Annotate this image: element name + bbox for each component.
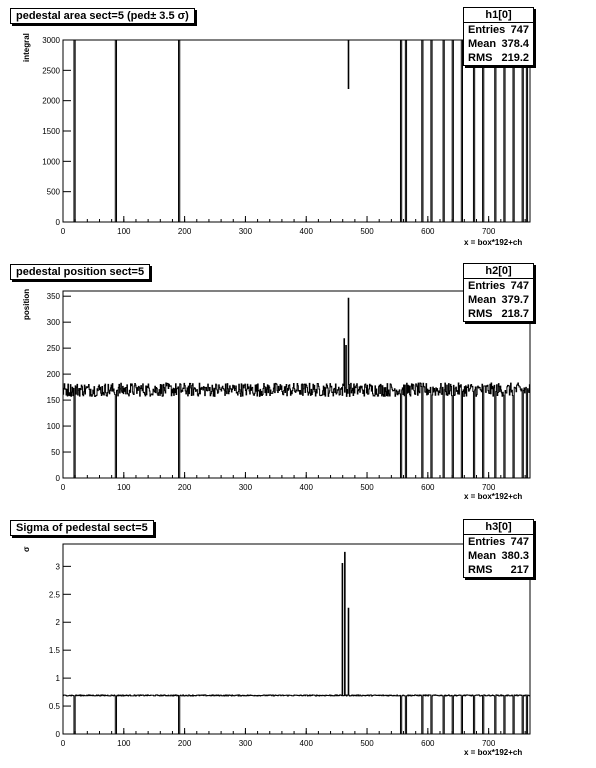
chart-title-position: pedestal position sect=5 <box>10 264 150 280</box>
y-axis-label-sigma: σ <box>22 546 31 552</box>
stats-mean-label: Mean <box>468 38 497 50</box>
x-axis-label-position: x = box*192+ch <box>464 492 523 501</box>
stats-rms-value: 217 <box>510 564 529 576</box>
x-tick-label: 200 <box>177 227 192 236</box>
y-tick-label: 2500 <box>42 66 60 76</box>
x-tick-label: 700 <box>481 227 496 236</box>
stats-box-h3 <box>463 519 534 578</box>
stats-rms-label: RMS <box>468 52 493 64</box>
chart-panel-position <box>0 256 596 512</box>
stats-entries-value: 747 <box>510 280 529 292</box>
x-tick-label: 100 <box>117 483 131 492</box>
x-tick-label: 500 <box>360 739 374 748</box>
stats-entries-value: 747 <box>510 536 529 548</box>
y-tick-label: 100 <box>46 422 60 432</box>
stats-mean-value: 378.4 <box>501 38 529 50</box>
chart-panel-sigma <box>0 512 596 768</box>
stats-box-h1 <box>463 7 534 66</box>
y-tick-label: 2000 <box>42 96 60 106</box>
stats-entries-label: Entries <box>468 536 506 548</box>
y-tick-label: 2 <box>55 618 60 628</box>
stats-name: h3[0] <box>464 520 533 535</box>
plot-frame <box>63 291 530 478</box>
y-tick-label: 3 <box>55 562 60 572</box>
y-tick-label: 2.5 <box>48 590 60 600</box>
stats-name: h1[0] <box>464 8 533 23</box>
x-tick-label: 400 <box>299 227 313 236</box>
y-tick-label: 50 <box>51 448 60 458</box>
plot-frame <box>63 544 530 734</box>
x-tick-label: 600 <box>421 739 435 748</box>
y-tick-label: 3000 <box>42 36 60 45</box>
y-axis-label-area: integral <box>22 33 31 62</box>
stats-entries-label: Entries <box>468 280 506 292</box>
x-tick-label: 400 <box>299 739 313 748</box>
y-tick-label: 1 <box>55 674 60 684</box>
stats-mean-value: 380.3 <box>501 550 529 562</box>
y-tick-label: 1000 <box>42 157 60 167</box>
stats-name: h2[0] <box>464 264 533 279</box>
stats-mean-label: Mean <box>468 294 497 306</box>
y-tick-label: 0.5 <box>48 702 60 712</box>
y-axis-label-position: position <box>22 288 31 320</box>
y-tick-label: 0 <box>55 730 60 739</box>
y-tick-label: 300 <box>46 318 60 328</box>
y-tick-label: 200 <box>46 370 60 380</box>
stats-rms-label: RMS <box>468 308 493 320</box>
stats-box-h2 <box>463 263 534 322</box>
x-axis-label-area: x = box*192+ch <box>464 238 523 247</box>
x-tick-label: 600 <box>421 483 435 492</box>
x-tick-label: 600 <box>421 227 435 236</box>
x-tick-label: 0 <box>60 227 66 236</box>
chart-panel-area <box>0 0 596 256</box>
y-tick-label: 350 <box>46 292 60 302</box>
x-tick-label: 300 <box>238 739 253 748</box>
y-tick-label: 1.5 <box>48 646 60 656</box>
data-series-line <box>63 40 530 222</box>
stats-mean-label: Mean <box>468 550 497 562</box>
x-tick-label: 100 <box>117 227 131 236</box>
chart-title-sigma: Sigma of pedestal sect=5 <box>10 520 154 536</box>
stats-rms-value: 219.2 <box>501 52 529 64</box>
stats-mean-value: 379.7 <box>501 294 529 306</box>
x-tick-label: 200 <box>177 483 192 492</box>
x-tick-label: 700 <box>481 739 496 748</box>
y-tick-label: 1500 <box>42 127 60 136</box>
x-axis-label-sigma: x = box*192+ch <box>464 748 523 757</box>
x-tick-label: 500 <box>360 227 374 236</box>
stats-rms-label: RMS <box>468 564 493 576</box>
stats-rms-value: 218.7 <box>501 308 529 320</box>
x-tick-label: 400 <box>299 483 313 492</box>
y-tick-label: 0 <box>55 474 60 483</box>
x-tick-label: 100 <box>117 739 131 748</box>
data-series-line <box>63 552 530 734</box>
y-tick-label: 150 <box>46 396 60 406</box>
x-tick-label: 0 <box>60 483 66 492</box>
x-tick-label: 200 <box>177 739 192 748</box>
x-tick-label: 300 <box>238 227 253 236</box>
chart-title-area: pedestal area sect=5 (ped± 3.5 σ) <box>10 8 195 24</box>
stats-entries-value: 747 <box>510 24 529 36</box>
stats-entries-label: Entries <box>468 24 506 36</box>
x-tick-label: 0 <box>60 739 66 748</box>
y-tick-label: 250 <box>46 344 60 354</box>
x-tick-label: 500 <box>360 483 374 492</box>
data-series-line <box>63 298 530 478</box>
plot-frame <box>63 40 530 222</box>
x-tick-label: 300 <box>238 483 253 492</box>
y-tick-label: 500 <box>46 187 60 197</box>
y-tick-label: 0 <box>55 218 60 227</box>
x-tick-label: 700 <box>481 483 496 492</box>
